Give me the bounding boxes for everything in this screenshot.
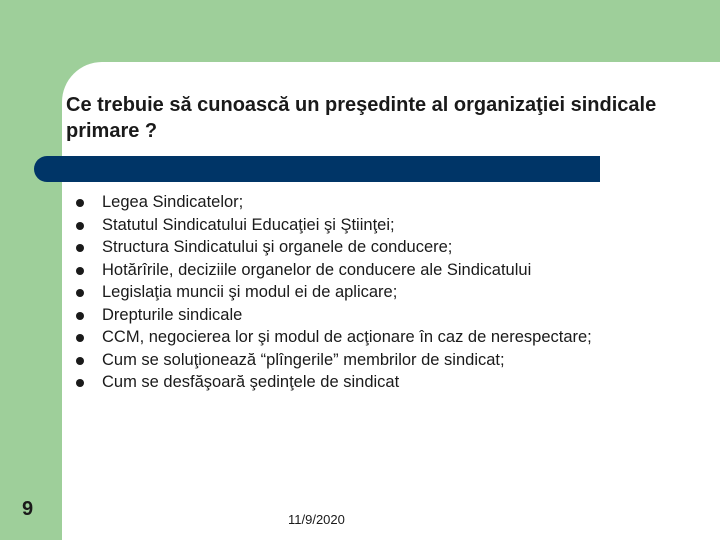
- background-green-strip: [0, 0, 62, 540]
- list-item-text: Cum se soluţionează “plîngerile” membrilor de sindicat;: [102, 350, 505, 369]
- list-item: [74, 214, 694, 237]
- bullet-icon: [76, 334, 84, 342]
- list-item: [74, 304, 694, 327]
- title-underline-bar: [34, 156, 600, 182]
- list-item-text: Legislaţia muncii şi modul ei de aplicare;: [102, 283, 398, 301]
- list-item-text: Hotărîrile, deciziile organelor de conducere ale Sindicatului: [102, 260, 532, 279]
- bullet-list: [74, 191, 694, 394]
- bullet-icon: [76, 222, 84, 230]
- list-item-text: Drepturile sindicale: [102, 305, 243, 324]
- list-item-text: Statutul Sindicatului Educaţiei şi Ştiinţei;: [102, 215, 395, 234]
- bullet-icon: [76, 379, 84, 387]
- bullet-icon: [76, 267, 84, 275]
- slide-number: 9: [22, 498, 34, 520]
- bullet-icon: [76, 199, 84, 207]
- slide-date: 11/9/2020: [288, 512, 345, 527]
- list-item: [74, 326, 694, 349]
- list-item: [74, 371, 694, 394]
- list-item: [74, 281, 694, 304]
- bullet-icon: [76, 244, 84, 252]
- list-item-text: Legea Sindicatelor;: [102, 193, 244, 211]
- slide-title: Ce trebuie să cunoască un preşedinte al organizaţiei sindicale primare ?: [66, 94, 657, 142]
- list-item: [74, 259, 694, 282]
- bullet-icon: [76, 289, 84, 297]
- bullet-icon: [76, 357, 84, 365]
- list-item-text: Structura Sindicatului şi organele de conducere;: [102, 238, 453, 256]
- list-item-text: CCM, negocierea lor şi modul de acţionare în caz de nerespectare;: [102, 328, 592, 346]
- list-item: [74, 236, 694, 259]
- list-item: [74, 349, 694, 372]
- list-item-text: Cum se desfăşoară şedinţele de sindicat: [102, 373, 400, 391]
- bullet-icon: [76, 312, 84, 320]
- list-item: [74, 191, 694, 214]
